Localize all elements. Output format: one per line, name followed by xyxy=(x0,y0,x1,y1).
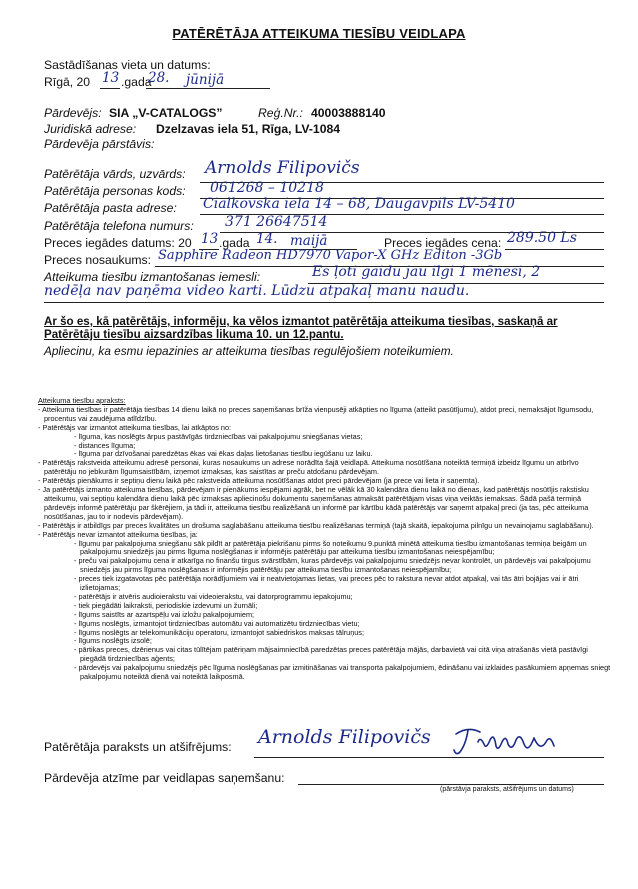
place-city: Rīgā, 20 xyxy=(44,75,91,89)
seller-representative-label: Pārdevēja pārstāvis: xyxy=(44,137,155,151)
terms-subitem: - līguma par dzīvošanai paredzētas ēkas vai ēkas daļas lietošanas tiesību iegūšanu uz laiku. xyxy=(74,449,373,459)
place-month-value: jūnijā xyxy=(186,72,225,88)
consumer-phone-value: 371 26647514 xyxy=(225,214,328,230)
terms-subitem: - līguma, kas noslēgts ārpus pastāvīgās tirdzniecības vai pakalpojumu sniegšanas vietas; xyxy=(74,431,363,441)
seller-reg-label: Reģ.Nr.: xyxy=(258,106,303,120)
purchase-date-label: Preces iegādes datums: 20 xyxy=(44,236,192,250)
reason-value-line2: nedēļa nav paņēma video karti. Lūdzu atpakaļ manu naudu. xyxy=(44,283,470,299)
terms-paragraph: - Patērētājs pienākums ir septiņu dienu laikā pēc rakstveida atteikuma nosūtīšanas atdot preci pārdevējam (ja prece vai lieta ir saņemta). xyxy=(38,476,480,486)
terms-subitem: - pārtikas preces, dzērienus vai citas tūlītējam patēriņam mājsaimniecībā paredzētas preces patērētāja mājās, darbavietā vai citā viņa atrašanās vietā pastāvīgi piegādā tirdzniecības aģents; xyxy=(74,645,588,664)
consumer-name-value: Arnolds Filipovičs xyxy=(205,158,360,178)
page-title: PATĒRĒTĀJA ATTEIKUMA TIESĪBU VEIDLAPA xyxy=(172,26,466,41)
terms-subitem: - līgums noslēgts izsolē; xyxy=(74,636,152,646)
terms-subitem: - līgums saistīts ar azartspēļu vai izložu pakalpojumiem; xyxy=(74,609,255,619)
terms-subitem: - līgumu par pakalpojuma sniegšanu sāk pildīt ar patērētāja piekrišanu pirms šo noteikumu 9.punktā minētā atteikuma tiesību izmantošanas termiņa beigām un pakalpojumu sniedzējs jau pirms līguma noslēgšanas ir informējis patērētāju par atteikuma tiesību izmantošanas neiespējamību; xyxy=(74,538,587,557)
place-gada: .gada xyxy=(121,75,152,89)
consumer-address-value: Cialkovska iela 14 – 68, Daugavpils LV-5410 xyxy=(203,196,515,212)
terms-subitem: - līgums noslēgts ar telekomunikāciju operatoru, izmantojot sabiedriskos maksas tālruņus; xyxy=(74,627,364,637)
seller-address: Dzelzavas iela 51, Rīga, LV-1084 xyxy=(156,122,341,136)
purchase-gada: .gada xyxy=(219,236,250,250)
consumer-code-label: Patērētāja personas kods: xyxy=(44,184,186,198)
terms-heading: Atteikuma tiesību apraksts: xyxy=(38,396,126,405)
terms-block xyxy=(38,397,612,682)
seller-label: Pārdevējs: xyxy=(44,106,102,120)
price-label: Preces iegādes cena: xyxy=(384,236,502,250)
reason-value-line1: Es ļoti gaidu jau ilgi 1 mēnesi, 2 xyxy=(312,264,541,280)
signature-scribble xyxy=(450,722,570,758)
declaration-text: Ar šo es, kā patērētājs, informēju, ka vēlos izmantot patērētāja atteikuma tiesības, saskaņā ar Patērētāju tiesību aizsardzības likuma 10. un 12.pantu. xyxy=(44,315,558,341)
seller-address-label: Juridiskā adrese: xyxy=(44,122,137,136)
place-date-label: Sastādīšanas vieta un datums: xyxy=(44,58,211,72)
terms-subitem: - distances līguma; xyxy=(74,440,136,450)
terms-paragraph: - Patērētājs rakstveida atteikumu adresē personai, kuras nosaukums un adrese norādīta šajā veidlapā. Atteikuma nosūtīšana noteiktā termiņā izbeidz līgumu un atbrīvo patērētāju no jebkurām līgumsaistībām, izņemot izmaksas, kas saistītas ar preču atdošanu pārdevējam. xyxy=(38,458,579,477)
consumer-address-label: Patērētāja pasta adrese: xyxy=(44,201,177,215)
product-label: Preces nosaukums: xyxy=(44,253,152,267)
purchase-month-value: maijā xyxy=(290,233,328,249)
signature-label: Patērētāja paraksts un atšifrējums: xyxy=(44,740,232,754)
terms-subitem: - tiek piegādāti laikraksti, periodiskie izdevumi un žurnāli; xyxy=(74,600,258,610)
terms-subitem: - preces tiek izgatavotas pēc patērētāja norādījumiem vai ir neatvietojamas lietas, vai preces pēc to rakstura nevar atdot atpakaļ, vai tās ātri bojājas vai ir ātri izlietojamas; xyxy=(74,574,579,593)
seller-reg-no: 40003888140 xyxy=(311,106,386,120)
consumer-name-label: Patērētāja vārds, uzvārds: xyxy=(44,167,186,181)
terms-paragraph: - Patērētājs var izmantot atteikuma tiesības, lai atkāptos no: xyxy=(38,422,232,432)
consumer-phone-label: Patērētāja telefona numurs: xyxy=(44,219,194,233)
declaration-acknowledgement: Apliecinu, ka esmu iepazinies ar atteikuma tiesības regulējošiem noteikumiem. xyxy=(44,344,454,358)
product-value: Sapphire Radeon HD7970 Vapor-X GHz Editon -3Gb xyxy=(158,248,503,263)
receipt-caption: (pārstāvja paraksts, atšifrējums un datums) xyxy=(440,786,574,793)
purchase-year-value: 13 xyxy=(201,231,219,247)
place-day-value: 28. xyxy=(148,70,170,86)
reason-label: Atteikuma tiesību izmantošanas iemesli: xyxy=(44,270,261,284)
terms-subitem: - pārdevējs vai pakalpojumu sniedzējs pēc līguma noslēgšanas par izmitināšanas vai transporta pakalpojumiem, ēdināšanu vai izklaides pasākumiem apņemas sniegt pakalpojumu noteiktā dienā vai noteiktā laikposmā. xyxy=(74,663,611,682)
terms-paragraph: - Ja patērētājs izmanto atteikuma tiesības, pārdevējam ir pienākums iespējami agrāk, bet ne vēlāk kā 30 kalendāra dienu laikā no dienas, kad patērētājs nosūtījis rakstisku atteikumu, vai septiņu kalendāra dienu laikā pēc izmaksas apliecinošu dokumentu saņemšanas atmaksāt patērētājam visas viņa veiktās iemaksas. Šādā pašā termiņā pārdevējs informē patērētāju par škērējiem, ja tādi ir, atteikuma tiesību realizēšanā un informē par kārtību kādā patērētājs var saņemt atpakaļ preci (ja tas, pēc atteikuma nosūtīšanas, jau to ir nodevis pārdevējam). xyxy=(38,485,589,521)
terms-subitem: - preču vai pakalpojumu cena ir atkarīga no finanšu tirgus svārstībām, kuras pārdevējs vai pakalpojumu sniedzējs nevar kontrolēt, un pārdevējs vai pakalpojumu sniedzējs jau pirms līguma noslēgšanas ir informējis patērētāju par atteikuma tiesību izmantošanas neiespējamību; xyxy=(74,556,591,575)
consumer-code-value: 061268 – 10218 xyxy=(210,180,324,196)
terms-paragraph: - Atteikuma tiesības ir patērētāja tiesības 14 dienu laikā no preces saņemšanas brīža vienpusēji atkāpties no līguma (atteikt pasūtījumu), atdot preci, nemaksājot līgumsodu, procentus vai zaudējuma atlīdzību. xyxy=(38,404,594,423)
terms-subitem: - līgums noslēgts, izmantojot tirdzniecības automātu vai automatizētu tirdzniecības vietu; xyxy=(74,618,360,628)
seller-name: SIA „V-CATALOGS” xyxy=(109,106,223,120)
terms-paragraph: - Patērētājs nevar izmantot atteikuma tiesības, ja: xyxy=(38,529,198,539)
purchase-day-value: 14. xyxy=(256,231,278,247)
terms-paragraph: - Patērētājs ir atbildīgs par preces kvalitātes un drošuma saglabāšanu atteikuma tiesību realizēšanas termiņā (tajā skaitā, iepakojuma pilnīgu un nevainojamu saglabāšanu). xyxy=(38,520,594,530)
receipt-label: Pārdevēja atzīme par veidlapas saņemšanu: xyxy=(44,771,285,785)
price-value: 289.50 Ls xyxy=(507,230,577,246)
signature-name: Arnolds Filipovičs xyxy=(258,726,431,748)
terms-subitem: - patērētājs ir atvēris audioierakstu vai videoierakstu, vai datorprogrammu iepakojumu; xyxy=(74,591,353,601)
place-year-value: 13 xyxy=(102,70,120,86)
